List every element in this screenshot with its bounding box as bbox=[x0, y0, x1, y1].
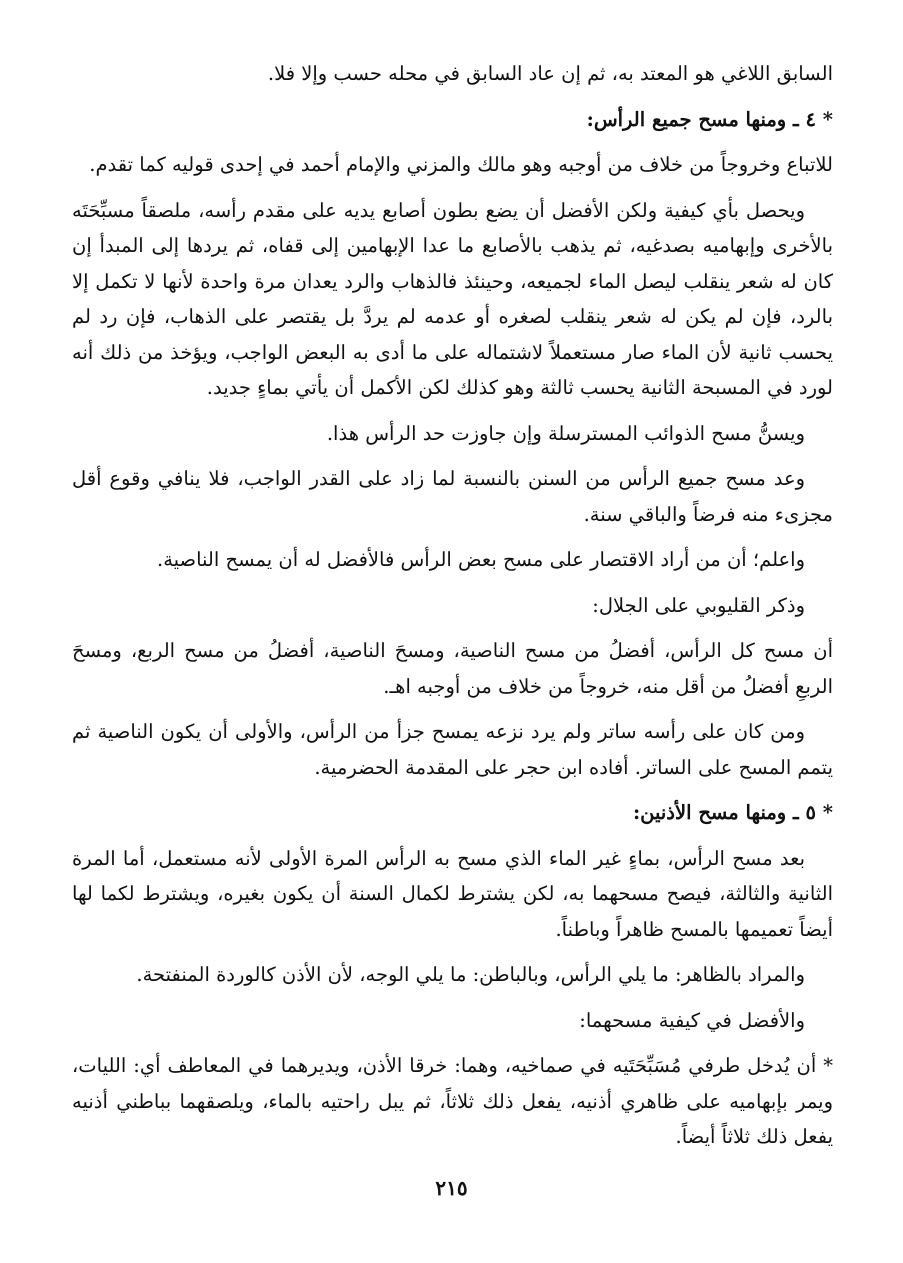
section-heading-5: * ٥ ـ ومنها مسح الأذنين: bbox=[632, 801, 833, 824]
paragraph: والمراد بالظاهر: ما يلي الرأس، وبالباطن: ما يلي الوجه، لأن الأذن كالوردة المنفتحة. bbox=[136, 963, 805, 986]
paragraph: ويسنُّ مسح الذوائب المسترسلة وإن جاوزت حد الرأس هذا. bbox=[326, 421, 805, 445]
paragraph: واعلم؛ أن من أراد الاقتصار على مسح بعض الرأس فالأفضل له أن يمسح الناصية. bbox=[157, 548, 805, 571]
page-number: ٢١٥ bbox=[435, 1176, 468, 1200]
paragraph: * أن يُدخل طرفي مُسَبِّحَتَيه في صماخيه، وهما: خرقا الأذن، ويديرهما في المعاطف أي: الليات، ويمر بإبهاميه على ظاهري أذنيه، يفعل ذلك ثلاثاً، ثم يبل راحتيه بالماء، ويلصقهما بباطني أذنيه يفعل ذلك ثلاثاً أيضاً. bbox=[72, 1054, 833, 1148]
paragraph-continuation: السابق اللاغي هو المعتد به، ثم إن عاد السابق في محله حسب وإلا فلا. bbox=[267, 62, 833, 85]
paragraph: والأفضل في كيفية مسحهما: bbox=[579, 1008, 805, 1032]
paragraph-quote: أن مسح كل الرأس، أفضلُ من مسح الناصية، ومسحَ الناصية، أفضلُ من مسح الربع، ومسحَ الربعِ أفضلُ من أقل منه، خروجاً من خلاف من أوجبه اهـ. bbox=[72, 639, 833, 698]
paragraph: وذكر القليوبي على الجلال: bbox=[592, 593, 805, 617]
paragraph: ويحصل بأي كيفية ولكن الأفضل أن يضع بطون أصابع يديه على مقدم رأسه، ملصقاً مسبِّحَتَه بالأخرى وإبهاميه بصدغيه، ثم يذهب بالأصابع ما عدا الإبهامين إلى قفاه، ثم يردها إلى المبدأ إن كان له شعر ينقلب ليصل الماء لجميعه، وحينئذ فالذهاب والرد يعدان مرة واحدة لأنها لا تكمل إلا بالرد، فإن لم يكن له شعر ينقلب لصغره أو عدمه لم يردَّ بل يقتصر على الذهاب، فإن رد لم يحسب ثانية لأن الماء صار مستعملاً لاشتماله على ما أدى به البعض الواجب، ويؤخذ من ذلك أنه لورد في المسبحة الثانية يحسب ثالثة وهو كذلك لكن الأكمل أن يأتي بماءٍ جديد. bbox=[72, 198, 833, 399]
section-heading-4: * ٤ ـ ومنها مسح جميع الرأس: bbox=[586, 107, 833, 131]
paragraph: ومن كان على رأسه ساتر ولم يرد نزعه يمسح جزأ من الرأس، والأولى أن يكون الناصية ثم يتمم المسح على الساتر. أفاده ابن حجر على المقدمة الحضرمية. bbox=[72, 720, 833, 779]
paragraph: وعد مسح جميع الرأس من السنن بالنسبة لما زاد على القدر الواجب، فلا ينافي وقوع أقل مجزىء منه فرضاً والباقي سنة. bbox=[72, 467, 833, 526]
paragraph: بعد مسح الرأس، بماءٍ غير الماء الذي مسح به الرأس المرة الأولى لأنه مستعمل، أما المرة الثانية والثالثة، فيصح مسحهما به، لكن يشترط لكمال السنة أن يكون بغيره، ويشترط لكما لها أيضاً تعميمها بالمسح ظاهراً وباطناً. bbox=[72, 846, 833, 941]
paragraph: للاتباع وخروجاً من خلاف من أوجبه وهو مالك والمزني والإمام أحمد في إحدى قوليه كما تقدم. bbox=[89, 153, 833, 176]
